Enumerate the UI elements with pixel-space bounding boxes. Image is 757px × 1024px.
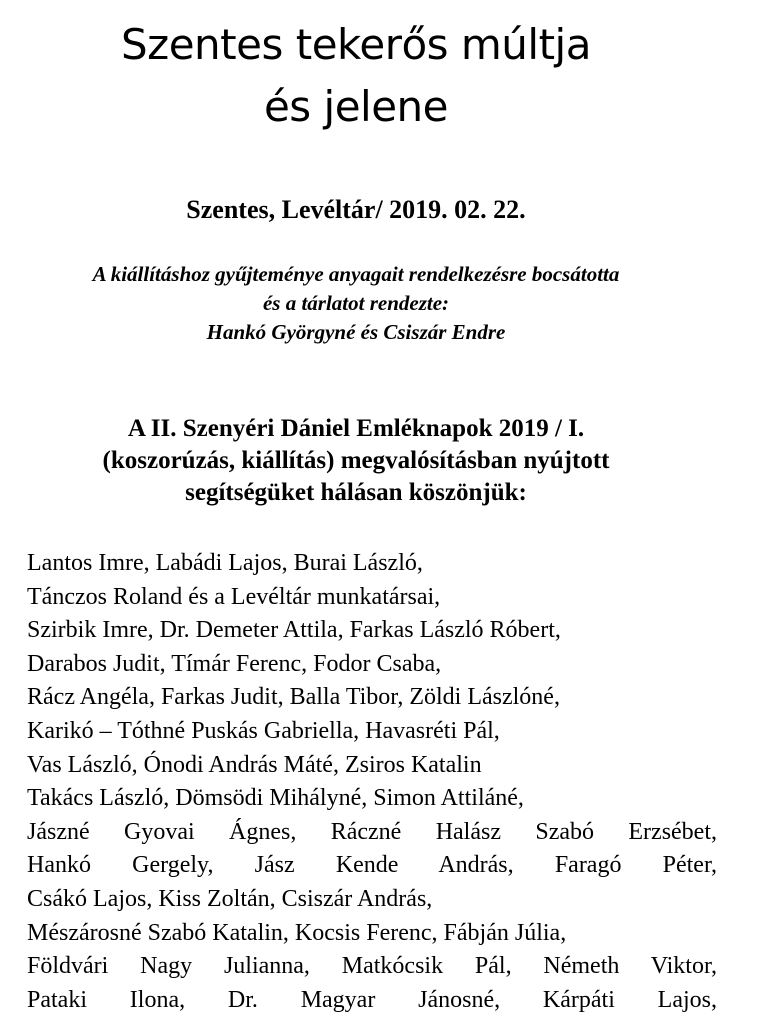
title-line: és jelene bbox=[263, 82, 449, 131]
names-line: Hankó Gergely, Jász Kende András, Faragó Péter, bbox=[27, 852, 717, 879]
thanks-heading bbox=[0, 413, 712, 509]
names-line: Vas László, Ónodi András Máté, Zsiros Katalin bbox=[27, 751, 482, 778]
names-line: Karikó – Tóthné Puskás Gabriella, Havasréti Pál, bbox=[27, 717, 500, 744]
names-line: Csákó Lajos, Kiss Zoltán, Csiszár András, bbox=[27, 885, 433, 912]
names-line: Pataki Ilona, Dr. Magyar Jánosné, Kárpáti Lajos, bbox=[27, 986, 717, 1013]
document-title bbox=[0, 14, 712, 138]
names-line: Lantos Imre, Labádi Lajos, Burai László, bbox=[27, 550, 423, 576]
names-line: Mészárosné Szabó Katalin, Kocsis Ferenc, Fábján Júlia, bbox=[27, 919, 567, 946]
credits-line: Hankó Györgyné és Csiszár Endre bbox=[206, 320, 506, 344]
names-line: Jászné Gyovai Ágnes, Ráczné Halász Szabó Erzsébet, bbox=[27, 818, 717, 845]
credits-line: A kiállításhoz gyűjteménye anyagait rendelkezésre bocsátotta bbox=[92, 262, 620, 286]
thanks-line: A II. Szenyéri Dániel Emléknapok 2019 / I. bbox=[127, 415, 585, 442]
names-line: Darabos Judit, Tímár Ferenc, Fodor Csaba, bbox=[27, 650, 442, 677]
names-line: Rácz Angéla, Farkas Judit, Balla Tibor, Zöldi Lászlóné, bbox=[27, 684, 560, 711]
thanks-line: (koszorúzás, kiállítás) megvalósításban nyújtott bbox=[102, 447, 610, 474]
credits-line: és a tárlatot rendezte: bbox=[262, 291, 450, 315]
names-line: Takács László, Dömsödi Mihályné, Simon Attiláné, bbox=[27, 785, 524, 812]
names-list bbox=[27, 547, 717, 1017]
document-subtitle: Szentes, Levéltár/ 2019. 02. 22. bbox=[186, 195, 526, 224]
names-line: Tánczos Roland és a Levéltár munkatársai, bbox=[27, 583, 441, 610]
names-line: Szirbik Imre, Dr. Demeter Attila, Farkas László Róbert, bbox=[27, 617, 561, 644]
thanks-line: segítségüket hálásan köszönjük: bbox=[185, 479, 527, 506]
title-line: Szentes tekerős múltja bbox=[121, 20, 591, 69]
names-line: Földvári Nagy Julianna, Matkócsik Pál, Németh Viktor, bbox=[27, 953, 717, 980]
credits-block bbox=[0, 260, 712, 347]
